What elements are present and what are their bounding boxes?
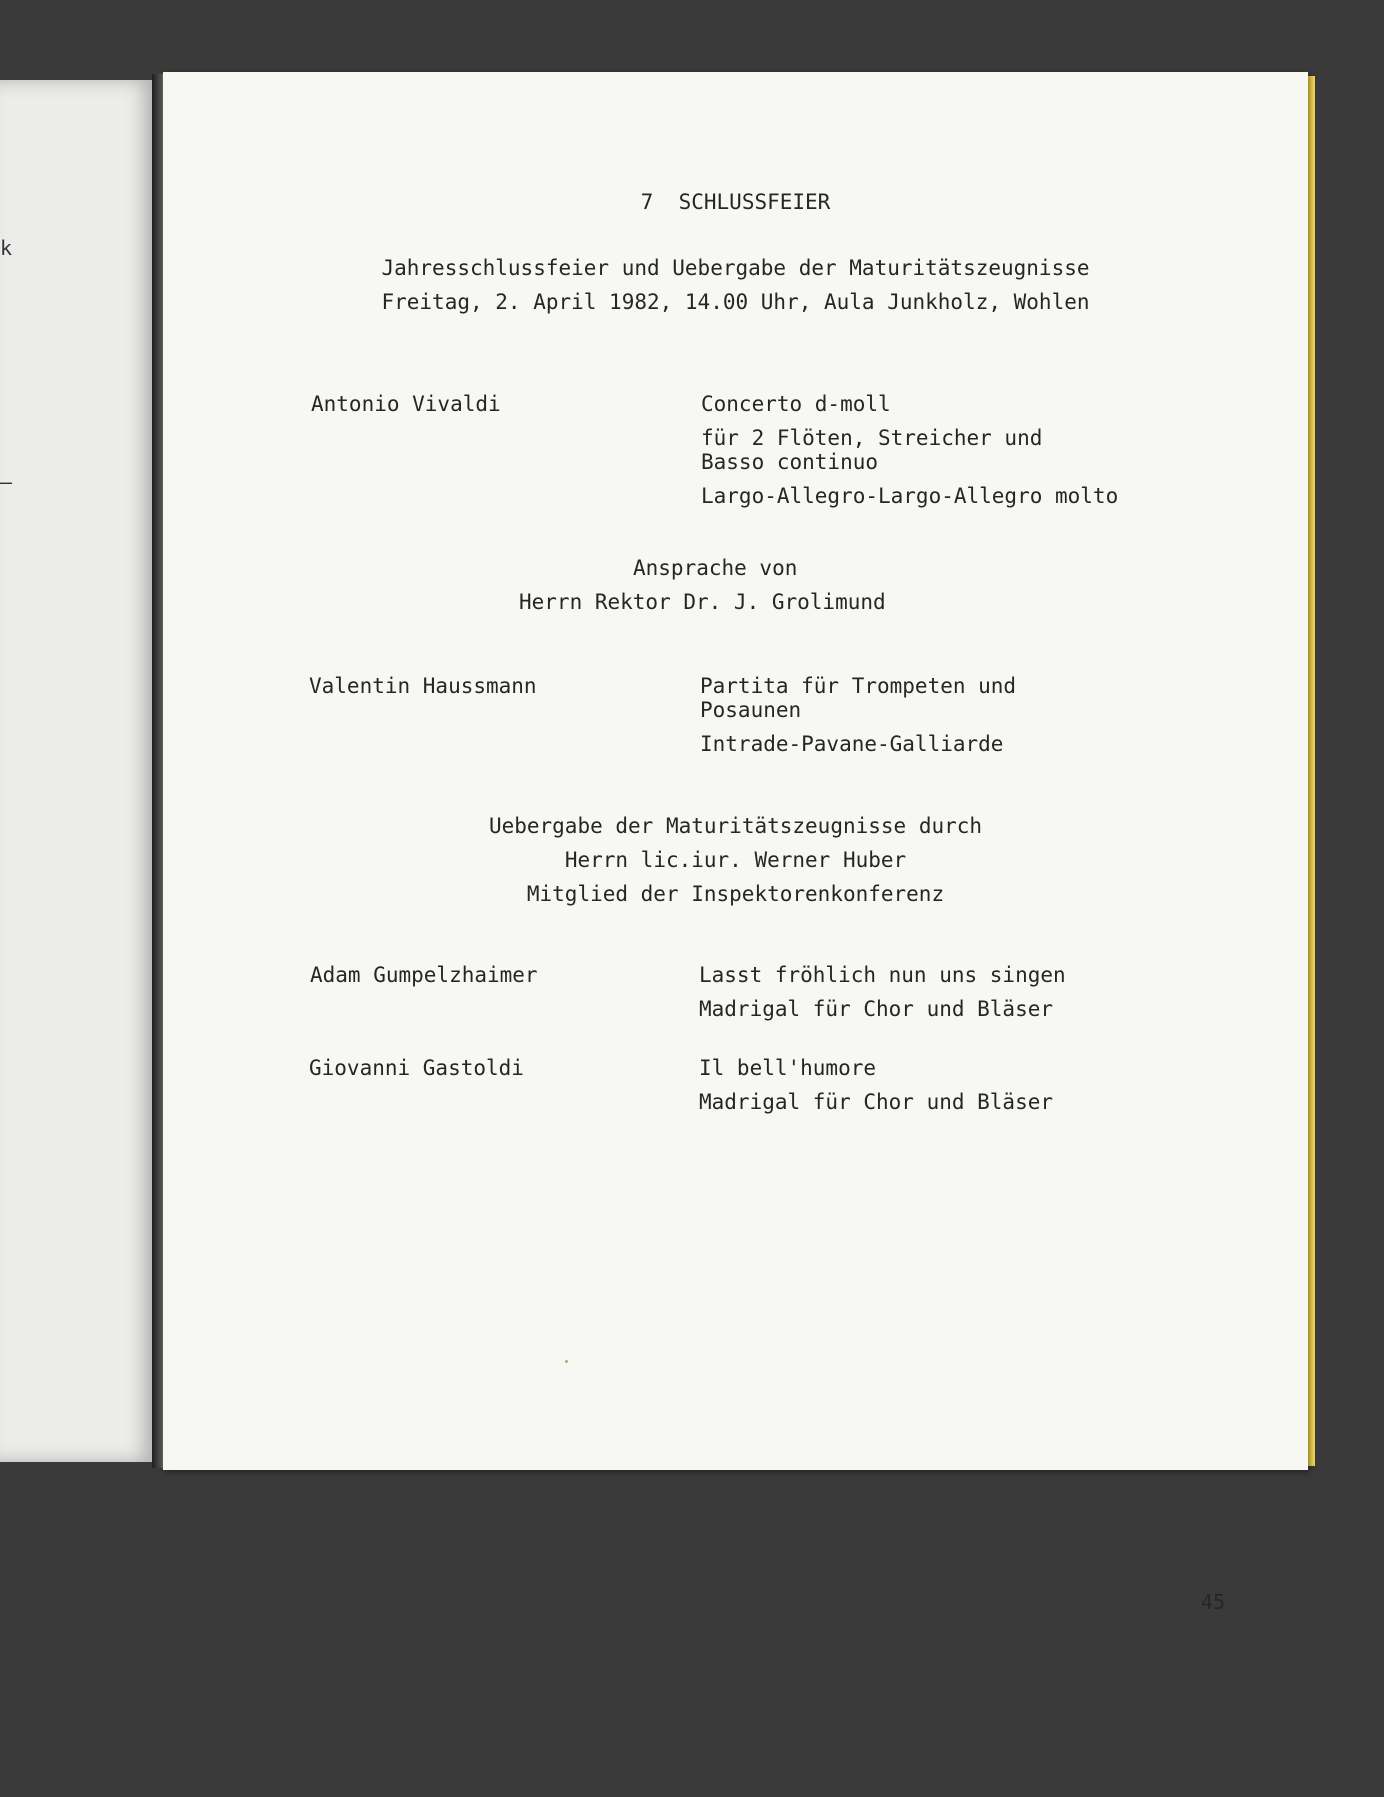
work-movements: Madrigal für Chor und Bläser [699,1090,1054,1114]
address-line-1: Ansprache von [633,556,798,580]
work-detail: für 2 Flöten, Streicher und [701,426,1043,450]
work-title: Lasst fröhlich nun uns singen [699,963,1066,987]
document-page [163,72,1308,1614]
composer-name: Giovanni Gastoldi [309,1056,524,1080]
handover-line-3: Mitglied der Inspektorenkonferenz [526,882,945,906]
handover-line-2: Herrn lic.iur. Werner Huber [564,848,907,872]
work-detail: Basso continuo [701,450,879,474]
handover-line-1: Uebergabe der Maturitätszeugnisse durch [488,814,983,838]
composer-name: Valentin Haussmann [309,674,537,698]
address-line-2: Herrn Rektor Dr. J. Grolimund [519,590,886,614]
work-movements: Madrigal für Chor und Bläser [699,997,1054,1021]
left-page-fragment: – [0,470,13,494]
paper-speck [565,1360,568,1363]
subtitle-line-2: Freitag, 2. April 1982, 14.00 Uhr, Aula Junkholz, Wohlen [381,290,1090,314]
page-number: 45 [1201,1590,1226,1614]
page-edge [1308,76,1315,1466]
composer-name: Antonio Vivaldi [311,392,501,416]
work-detail: Posaunen [700,698,802,722]
work-title: Concerto d-moll [701,392,891,416]
composer-name: Adam Gumpelzhaimer [310,963,538,987]
left-page [0,80,158,1462]
work-movements: Largo-Allegro-Largo-Allegro molto [701,484,1119,508]
left-page-fragment: k [0,236,13,260]
work-title: Il bell'humore [699,1056,877,1080]
work-title: Partita für Trompeten und [700,674,1017,698]
work-movements: Intrade-Pavane-Galliarde [700,732,1004,756]
section-heading: 7 SCHLUSSFEIER [640,190,831,214]
subtitle-line-1: Jahresschlussfeier und Uebergabe der Maturitätszeugnisse [381,256,1090,280]
